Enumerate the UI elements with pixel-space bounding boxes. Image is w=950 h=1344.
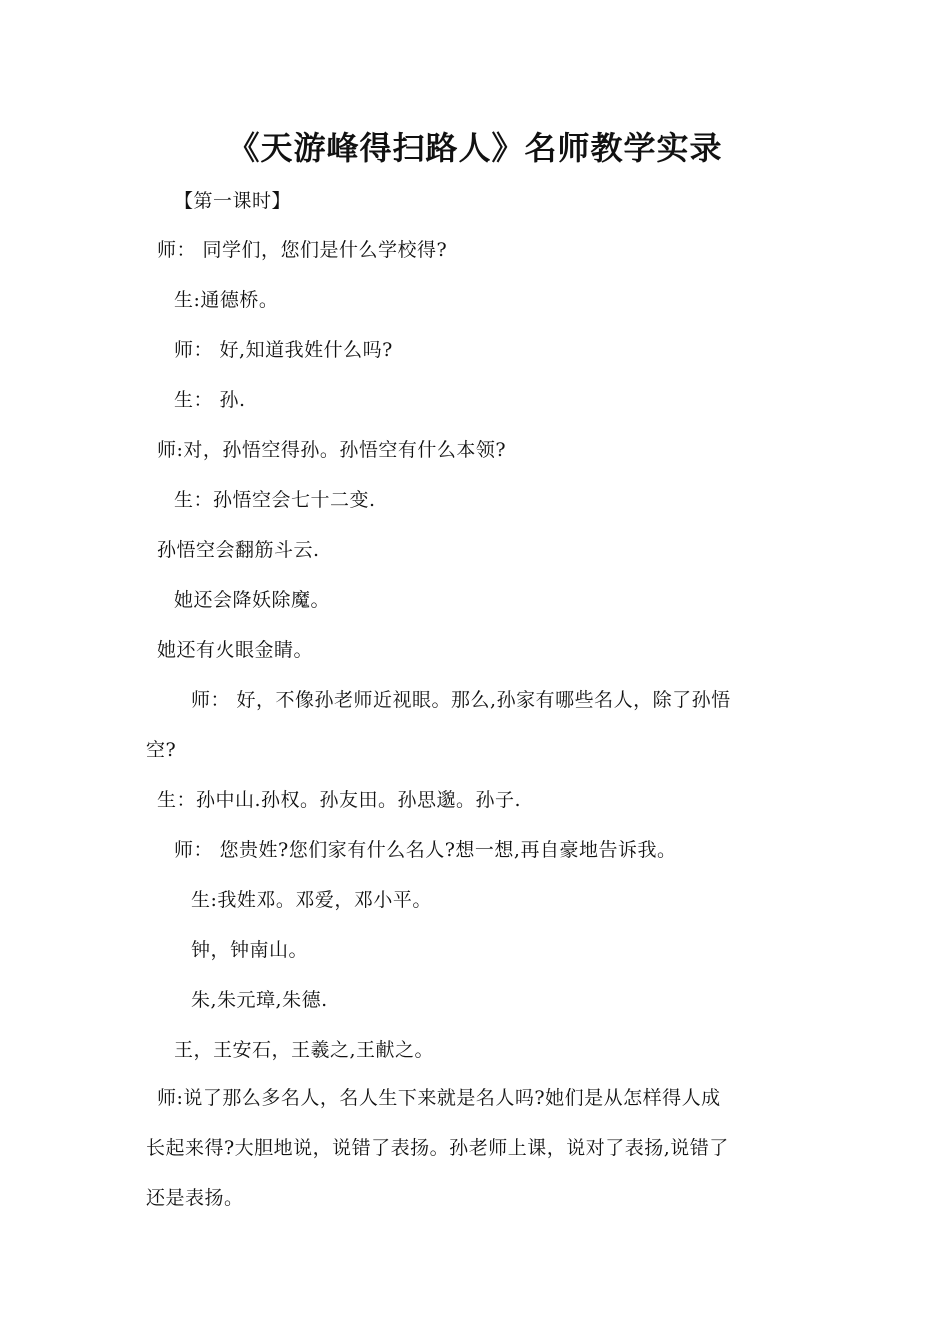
dialogue-line: 师： 您贵姓?您们家有什么名人?想一想,再自豪地告诉我。 [174,839,677,861]
dialogue-line: 她还有火眼金睛。 [157,639,314,661]
dialogue-line: 师： 好,知道我姓什么吗? [174,339,393,361]
dialogue-line: 空? [146,739,177,761]
dialogue-line: 钟，钟南山。 [191,939,309,961]
dialogue-line: 长起来得?大胆地说，说错了表扬。孙老师上课，说对了表扬,说错了 [146,1137,729,1159]
dialogue-line: 生： 孙. [174,389,246,411]
dialogue-line: 师:说了那么多名人，名人生下来就是名人吗?她们是从怎样得人成 [157,1087,721,1109]
document-title: 《天游峰得扫路人》名师教学实录 [227,129,723,167]
dialogue-line: 她还会降妖除魔。 [174,589,331,611]
dialogue-line: 孙悟空会翻筋斗云. [157,539,320,561]
dialogue-line: 生:通德桥。 [174,289,279,311]
dialogue-line: 还是表扬。 [146,1187,244,1209]
dialogue-line: 师： 好，不像孙老师近视眼。那么,孙家有哪些名人，除了孙悟 [191,689,731,711]
dialogue-line: 生：孙悟空会七十二变. [174,489,376,511]
dialogue-line: 师： 同学们，您们是什么学校得? [157,239,448,261]
dialogue-line: 生:我姓邓。邓爱，邓小平。 [191,889,432,911]
dialogue-line: 朱,朱元璋,朱德. [191,989,328,1011]
dialogue-line: 生：孙中山.孙权。孙友田。孙思邈。孙子. [157,789,522,811]
dialogue-line: 王，王安石，王羲之,王献之。 [174,1039,435,1061]
dialogue-line: 师:对，孙悟空得孙。孙悟空有什么本领? [157,439,507,461]
lesson-label: 【第一课时】 [174,190,292,212]
